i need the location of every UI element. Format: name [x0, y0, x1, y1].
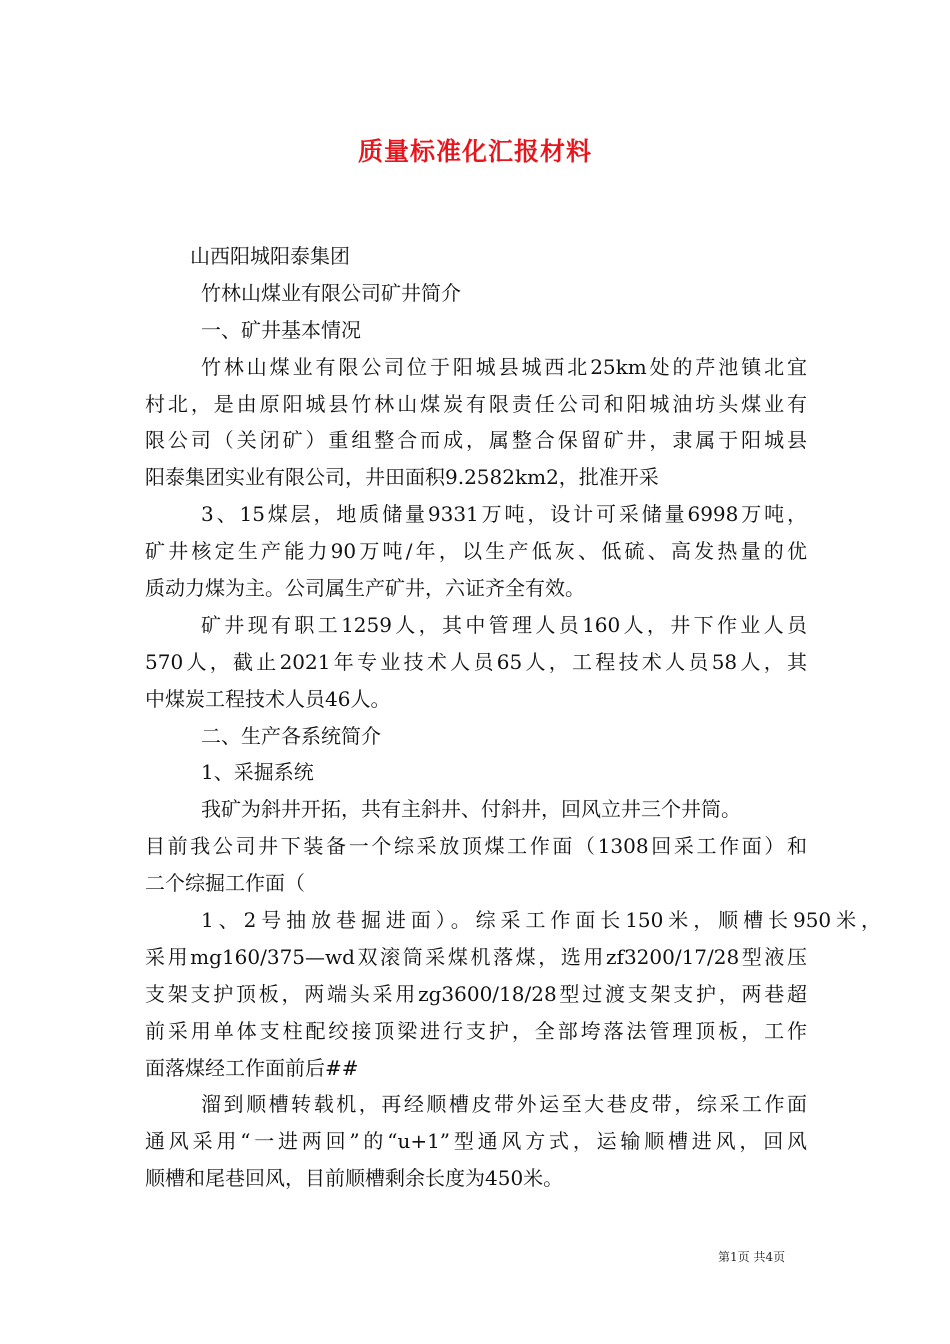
text-line: 二个综掘工作面（: [145, 871, 305, 896]
page-number: 第1页 共4页: [718, 1250, 786, 1264]
text-line: 中煤炭工程技术人员46人。: [145, 686, 391, 711]
text-line: 阳泰集团实业有限公司，井田面积9.2582km2，批准开采: [145, 465, 659, 490]
text-line: 顺槽和尾巷回风，目前顺槽剩余长度为450米。: [145, 1166, 564, 1191]
text-line: 一、矿井基本情况: [201, 317, 361, 342]
text-line: 支架支护顶板，两端头采用zg3600/18/28型过渡支架支护，两巷超: [145, 981, 807, 1006]
text-line: 前采用单体支柱配绞接顶梁进行支护，全部垮落法管理顶板，工作: [145, 1018, 807, 1043]
text-line: 限公司（关闭矿）重组整合而成，属整合保留矿井，隶属于阳城县: [145, 428, 807, 453]
text-line: 570人，截止2021年专业技术人员65人，工程技术人员58人，其: [145, 649, 807, 674]
text-line: 我矿为斜井开拓，共有主斜井、付斜井，回风立井三个井筒。: [201, 797, 741, 822]
document-body: [145, 238, 881, 1197]
text-line: 1、2号抽放巷掘进面）。综采工作面长150米，顺槽长950米，: [201, 908, 881, 933]
text-line: 溜到顺槽转载机，再经顺槽皮带外运至大巷皮带，综采工作面: [201, 1092, 807, 1117]
text-line: 采用mg160/375—wd双滚筒采煤机落煤，选用zf3200/17/28型液压: [145, 944, 807, 969]
text-line: 3、15煤层，地质储量9331万吨，设计可采储量6998万吨，: [201, 502, 807, 527]
text-line: 二、生产各系统简介: [201, 723, 381, 748]
document-title: 质量标准化汇报材料: [357, 137, 592, 166]
text-line: 目前我公司井下装备一个综采放顶煤工作面（1308回采工作面）和: [145, 834, 807, 859]
text-line: 1、采掘系统: [201, 760, 314, 785]
text-line: 矿井核定生产能力90万吨/年，以生产低灰、低硫、高发热量的优: [145, 539, 807, 564]
text-line: 质动力煤为主。公司属生产矿井，六证齐全有效。: [145, 576, 585, 601]
text-line: 山西阳城阳泰集团: [190, 244, 350, 268]
text-line: 村北，是由原阳城县竹林山煤炭有限责任公司和阳城油坊头煤业有: [145, 391, 807, 416]
text-line: 通风采用“一进两回”的“u+1”型通风方式，运输顺槽进风，回风: [145, 1129, 807, 1154]
text-line: 面落煤经工作面前后##: [145, 1055, 359, 1080]
text-line: 竹林山煤业有限公司矿井简介: [201, 280, 461, 305]
text-line: 竹林山煤业有限公司位于阳城县城西北25km处的芹池镇北宜: [201, 354, 807, 379]
text-line: 矿井现有职工1259人，其中管理人员160人，井下作业人员: [201, 612, 807, 637]
